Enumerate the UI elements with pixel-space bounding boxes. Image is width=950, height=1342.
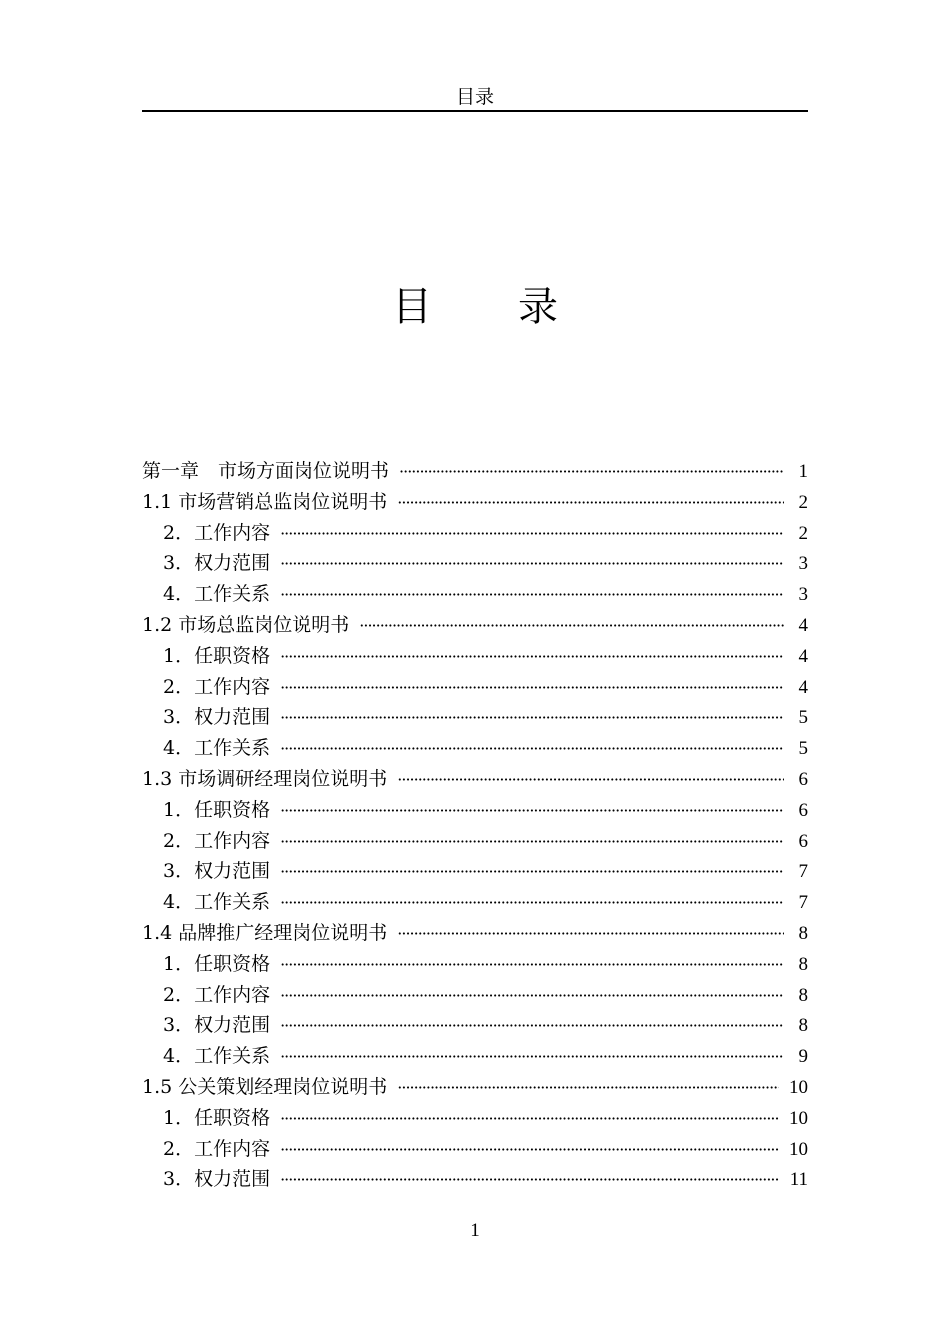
toc-entry-page: 2 <box>798 522 808 544</box>
toc-entry-page: 10 <box>789 1138 808 1160</box>
toc-entry-label: 3．权力范围 <box>163 1168 271 1191</box>
toc-entry-page: 8 <box>798 1015 808 1037</box>
toc-leader-dots <box>280 796 784 827</box>
toc-entry-label: 1.1 市场营销总监岗位说明书 <box>142 490 388 513</box>
toc-entry-label: 4．工作关系 <box>163 583 271 606</box>
toc-leader-dots <box>280 950 784 981</box>
toc-entry-page: 5 <box>798 707 808 729</box>
toc-entry-page: 4 <box>798 614 808 636</box>
page-header <box>142 84 808 112</box>
toc-leader-dots <box>280 549 784 580</box>
toc-entry-page: 4 <box>798 645 808 667</box>
toc-entry-label: 1.2 市场总监岗位说明书 <box>142 613 350 636</box>
toc-entry-label: 1．任职资格 <box>163 644 271 667</box>
toc-leader-dots <box>280 1042 784 1073</box>
toc-leader-dots <box>280 703 784 734</box>
toc-entry-label: 2．工作内容 <box>163 829 271 852</box>
toc-entry[interactable] <box>142 610 808 641</box>
toc-entry-label: 1.4 品牌推广经理岗位说明书 <box>142 921 388 944</box>
toc-entry[interactable] <box>142 672 808 703</box>
toc-entry[interactable] <box>142 1010 808 1041</box>
toc-leader-dots <box>280 519 784 550</box>
toc-entry-label: 4．工作关系 <box>163 891 271 914</box>
toc-entry-page: 6 <box>798 768 808 790</box>
toc-entry-page: 3 <box>798 553 808 575</box>
toc-leader-dots <box>280 1135 779 1166</box>
table-of-contents <box>142 456 808 1195</box>
toc-leader-dots <box>280 734 784 765</box>
toc-entry-page: 10 <box>789 1076 808 1098</box>
toc-entry-label: 3．权力范围 <box>163 1014 271 1037</box>
toc-entry-label: 1．任职资格 <box>163 952 271 975</box>
toc-entry[interactable] <box>142 518 808 549</box>
toc-leader-dots <box>399 457 784 488</box>
toc-entry-label: 4．工作关系 <box>163 737 271 760</box>
toc-entry-label: 3．权力范围 <box>163 706 271 729</box>
toc-entry-label: 1.3 市场调研经理岗位说明书 <box>142 767 388 790</box>
toc-entry[interactable] <box>142 826 808 857</box>
toc-entry-page: 10 <box>789 1107 808 1129</box>
toc-entry[interactable] <box>142 456 808 487</box>
toc-leader-dots <box>280 981 784 1012</box>
page-footer <box>0 1220 950 1242</box>
toc-leader-dots <box>280 827 784 858</box>
header-text: 目录 <box>455 86 494 108</box>
toc-entry-label: 2．工作内容 <box>163 675 271 698</box>
toc-entry[interactable] <box>142 856 808 887</box>
toc-entry[interactable] <box>142 764 808 795</box>
toc-entry-label: 1．任职资格 <box>163 798 271 821</box>
toc-entry-page: 2 <box>798 491 808 513</box>
toc-entry[interactable] <box>142 1134 808 1165</box>
toc-title-char-1: 目 <box>392 284 432 330</box>
toc-entry[interactable] <box>142 949 808 980</box>
toc-entry-page: 8 <box>798 922 808 944</box>
toc-leader-dots <box>397 1073 779 1104</box>
toc-entry-page: 8 <box>798 953 808 975</box>
toc-entry[interactable] <box>142 980 808 1011</box>
page-number: 1 <box>470 1220 480 1241</box>
toc-entry-label: 2．工作内容 <box>163 521 271 544</box>
toc-entry-page: 3 <box>798 584 808 606</box>
toc-entry[interactable] <box>142 733 808 764</box>
toc-entry-label: 2．工作内容 <box>163 983 271 1006</box>
toc-entry[interactable] <box>142 1041 808 1072</box>
toc-entry[interactable] <box>142 487 808 518</box>
toc-leader-dots <box>397 919 784 950</box>
toc-entry-page: 1 <box>798 461 808 482</box>
toc-title <box>0 280 950 334</box>
toc-entry-page: 4 <box>798 676 808 698</box>
toc-title-char-2: 录 <box>518 284 558 330</box>
toc-entry-label: 2．工作内容 <box>163 1137 271 1160</box>
toc-leader-dots <box>397 488 784 519</box>
toc-leader-dots <box>280 673 784 704</box>
toc-entry-page: 6 <box>798 830 808 852</box>
toc-entry-page: 9 <box>798 1046 808 1068</box>
toc-entry-label: 第一章 市场方面岗位说明书 <box>142 460 390 482</box>
toc-entry-label: 3．权力范围 <box>163 860 271 883</box>
toc-entry[interactable] <box>142 1072 808 1103</box>
toc-entry[interactable] <box>142 702 808 733</box>
toc-leader-dots <box>397 765 784 796</box>
toc-entry-page: 6 <box>798 799 808 821</box>
toc-leader-dots <box>280 642 784 673</box>
toc-entry[interactable] <box>142 548 808 579</box>
toc-leader-dots <box>280 1104 779 1135</box>
toc-entry-label: 1.5 公关策划经理岗位说明书 <box>142 1075 388 1098</box>
toc-entry[interactable] <box>142 887 808 918</box>
toc-leader-dots <box>280 857 784 888</box>
toc-entry-page: 8 <box>798 984 808 1006</box>
toc-entry-label: 3．权力范围 <box>163 552 271 575</box>
toc-entry-page: 7 <box>798 892 808 914</box>
toc-entry-label: 1．任职资格 <box>163 1106 271 1129</box>
toc-entry-page: 7 <box>798 861 808 883</box>
toc-entry[interactable] <box>142 1103 808 1134</box>
toc-leader-dots <box>359 611 784 642</box>
toc-leader-dots <box>280 888 784 919</box>
toc-entry[interactable] <box>142 641 808 672</box>
toc-entry-label: 4．工作关系 <box>163 1045 271 1068</box>
toc-entry[interactable] <box>142 1164 808 1195</box>
toc-leader-dots <box>280 1011 784 1042</box>
toc-entry[interactable] <box>142 918 808 949</box>
toc-entry-page: 11 <box>789 1169 808 1191</box>
toc-entry-page: 5 <box>798 738 808 760</box>
toc-leader-dots <box>280 1165 780 1196</box>
toc-leader-dots <box>280 580 784 611</box>
toc-entry[interactable] <box>142 579 808 610</box>
toc-entry[interactable] <box>142 795 808 826</box>
